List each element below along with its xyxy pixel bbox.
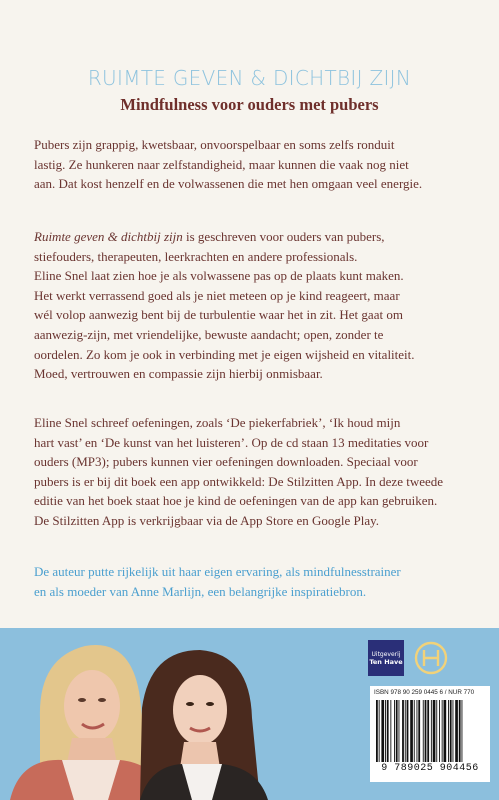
- barcode-bar: [381, 700, 384, 762]
- barcode-icon: [376, 700, 486, 762]
- blurb-paragraph-3: [34, 413, 474, 531]
- barcode-bar: [427, 700, 429, 762]
- barcode-bar: [410, 700, 413, 762]
- text-line: Pubers zijn grappig, kwetsbaar, onvoorspelbaar en soms zelfs ronduit: [34, 137, 395, 152]
- text-line: editie van het boek staat hoe je kind de oefeningen van de app kan gebruiken.: [34, 493, 438, 509]
- barcode-bar: [387, 700, 389, 762]
- barcode-bar: [379, 700, 380, 762]
- blurb-paragraph-2: [34, 227, 474, 384]
- barcode-bar: [376, 700, 378, 762]
- barcode-bar: [414, 700, 415, 762]
- publisher-logo: [368, 640, 404, 676]
- barcode-panel: [370, 686, 490, 782]
- text-line: aan. Dat kost henzelf en de volwassenen die met hen omgaan veel energie.: [34, 176, 423, 192]
- author-photo: [0, 628, 300, 800]
- barcode-bar: [442, 700, 443, 762]
- barcode-bar: [459, 700, 461, 762]
- imprint-logo-icon: [414, 640, 448, 676]
- barcode-digits: 9 789025 904456: [381, 763, 479, 774]
- text-line: Het werkt verrassend goed als je niet meteen op je kind reageert, maar: [34, 287, 400, 303]
- text-line: oordelen. Zo kom je ook in verbinding met je eigen wijsheid en vitaliteit.: [34, 346, 415, 362]
- text-line: en als moeder van Anne Marlijn, een belangrijke inspiratiebron.: [34, 583, 367, 599]
- barcode-bar: [407, 700, 409, 762]
- text-line: lastig. Ze hunkeren naar zelfstandigheid, maar kunnen die vaak nog niet: [34, 156, 409, 172]
- barcode-bar: [390, 700, 391, 762]
- text-line: aanwezig-zijn, met vriendelijke, bewuste aandacht; open, zonder te: [34, 326, 384, 342]
- text-line: [34, 227, 474, 247]
- text-line: ouders (MP3); pubers kunnen vier oefeningen downloaden. Speciaal voor: [34, 454, 418, 470]
- text-line: pubers is er bij dit boek een app ontwikkeld: De Stilzitten App. In deze tweede: [34, 473, 444, 489]
- publisher-logo-line-2: Ten Have: [369, 657, 403, 666]
- barcode-bar: [425, 700, 427, 762]
- book-title-italic: Ruimte geven & dichtbij zijn: [34, 229, 183, 244]
- barcode-bar: [462, 700, 463, 762]
- text-line: Moed, vertrouwen en compassie zijn hierbij onmisbaar.: [34, 366, 323, 382]
- text-line: De auteur putte rijkelijk uit haar eigen ervaring, als mindfulnesstrainer: [34, 564, 401, 579]
- text-line: wél volop aanwezig bent bij de turbulentie waar het in zit. Het gaat om: [34, 307, 403, 323]
- barcode-bar: [433, 700, 436, 762]
- book-subtitle: Mindfulness voor ouders met pubers: [120, 95, 379, 114]
- text-line: hart vast’ en ‘De kunst van het luisteren’. Op de cd staan 13 meditaties voor: [34, 434, 429, 450]
- barcode-bar: [439, 700, 440, 762]
- barcode-bar: [399, 700, 400, 762]
- barcode-bar: [418, 700, 420, 762]
- author-note: [34, 562, 474, 601]
- text-line: Eline Snel schreef oefeningen, zoals ‘De piekerfabriek’, ‘Ik houd mijn: [34, 415, 401, 430]
- barcode-bar: [394, 700, 395, 762]
- barcode-bar: [444, 700, 447, 762]
- barcode-bar: [431, 700, 432, 762]
- barcode-bar: [436, 700, 437, 762]
- barcode-bar: [450, 700, 452, 762]
- barcode-bar: [396, 700, 398, 762]
- book-title: RUIMTE GEVEN & DICHTBIJ ZIJN: [87, 66, 412, 90]
- barcode-bar: [417, 700, 418, 762]
- text-line: stiefouders, therapeuten, leerkrachten en andere professionals.: [34, 248, 358, 264]
- text-line: Eline Snel laat zien hoe je als volwassene pas op de plaats kunt maken.: [34, 268, 404, 284]
- barcode-bar: [453, 700, 454, 762]
- barcode-bar: [455, 700, 458, 762]
- text-fragment: is geschreven voor ouders van pubers,: [182, 229, 385, 244]
- barcode-bar: [423, 700, 424, 762]
- barcode-bar: [385, 700, 386, 762]
- barcode-bar: [402, 700, 404, 762]
- isbn-label: ISBN 978 90 259 0445 6 / NUR 770: [374, 689, 475, 696]
- barcode-bar: [448, 700, 449, 762]
- blurb-paragraph-1: [34, 135, 474, 194]
- text-line: De Stilzitten App is verkrijgbaar via de App Store en Google Play.: [34, 512, 380, 528]
- barcode-bar: [405, 700, 406, 762]
- publisher-logo-line-1: Uitgeverij: [371, 650, 401, 658]
